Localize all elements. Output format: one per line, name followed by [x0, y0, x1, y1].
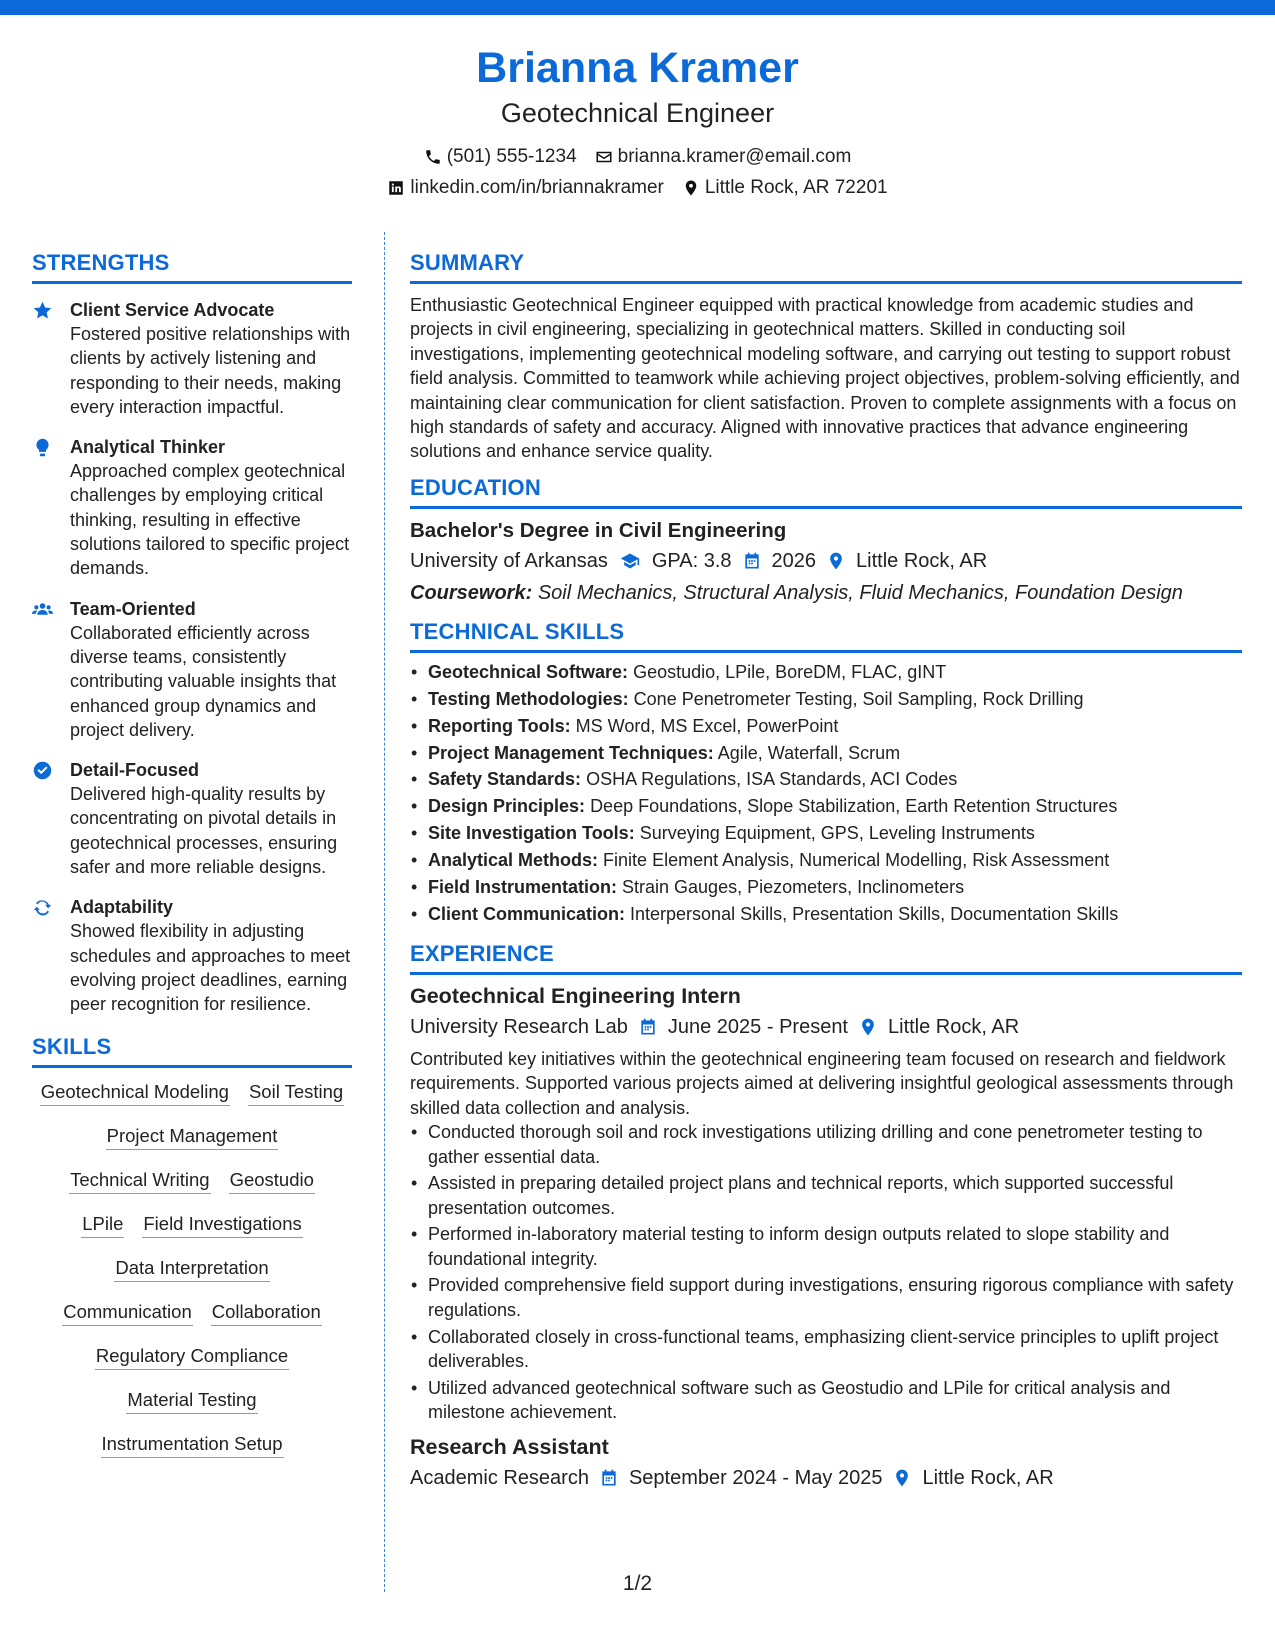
- linkedin-icon: [387, 179, 405, 197]
- strength-desc: Showed flexibility in adjusting schedules and approaches to meet evolving project deadlines, earning peer recognition for resilience.: [70, 921, 351, 1015]
- technical-skills-heading: TECHNICAL SKILLS: [410, 618, 1242, 653]
- skill-tag: Geostudio: [229, 1168, 315, 1194]
- refresh-icon: [32, 897, 53, 918]
- list-item: • Analytical Methods: Finite Element Analysis, Numerical Modelling, Risk Assessment: [410, 847, 1242, 874]
- job-entry: [410, 1432, 1242, 1493]
- education-entry: [410, 517, 1242, 608]
- job-meta: [410, 1463, 1242, 1493]
- gpa: GPA: 3.8: [651, 549, 732, 572]
- list-item: • Project Management Techniques: Agile, Waterfall, Scrum: [410, 740, 1242, 767]
- list-item: • Utilized advanced geotechnical software such as Geostudio and LPile for critical analysis and milestone achievement.: [410, 1376, 1242, 1425]
- linkedin-contact[interactable]: [387, 176, 663, 200]
- skill-tag: LPile: [81, 1212, 124, 1238]
- list-item: • Geotechnical Software: Geostudio, LPile, BoreDM, FLAC, gINT: [410, 659, 1242, 686]
- contact-row-2: [0, 176, 1275, 200]
- job-bullets: [410, 1120, 1242, 1424]
- job-title: Geotechnical Engineer: [500, 98, 775, 128]
- coursework-list: Soil Mechanics, Structural Analysis, Fluid Mechanics, Foundation Design: [537, 581, 1183, 604]
- list-item: • Provided comprehensive field support during investigations, ensuring rigorous compliance with safety regulations.: [410, 1273, 1242, 1322]
- education-meta: [410, 546, 1242, 576]
- list-item: • Assisted in preparing detailed project plans and technical reports, which supported successful presentation outcomes.: [410, 1171, 1242, 1220]
- left-column: [32, 249, 352, 1476]
- school-location: Little Rock, AR: [856, 549, 988, 572]
- location-text: Little Rock, AR 72201: [704, 177, 888, 198]
- job-org: University Research Lab: [410, 1015, 628, 1038]
- job-entry: [410, 981, 1242, 1425]
- column-divider: [384, 232, 385, 1592]
- calendar-icon: [742, 551, 762, 571]
- linkedin-text: linkedin.com/in/briannakramer: [410, 177, 664, 198]
- degree-title: Bachelor's Degree in Civil Engineering: [410, 518, 787, 542]
- graduation-cap-icon: [618, 551, 642, 571]
- technical-skills-list: [410, 659, 1242, 928]
- skill-tag: Material Testing: [126, 1388, 257, 1414]
- strength-item: [32, 597, 352, 742]
- location-contact: [682, 176, 888, 200]
- job-org: Academic Research: [410, 1467, 589, 1490]
- list-item: • Design Principles: Deep Foundations, Slope Stabilization, Earth Retention Structures: [410, 793, 1242, 820]
- strength-desc: Delivered high-quality results by concentrating on pivotal details in geotechnical processes, ensuring safer and more reliable designs.: [70, 784, 338, 878]
- skill-tag: Data Interpretation: [114, 1256, 269, 1282]
- job-position: Geotechnical Engineering Intern: [410, 983, 741, 1008]
- map-pin-icon: [892, 1468, 912, 1488]
- top-accent-bar: [0, 0, 1275, 15]
- education-heading: EDUCATION: [410, 474, 1242, 509]
- strength-item: [32, 298, 352, 419]
- list-item: • Testing Methodologies: Cone Penetrometer Testing, Soil Sampling, Rock Drilling: [410, 686, 1242, 713]
- skill-tag: Communication: [62, 1300, 193, 1326]
- job-location: Little Rock, AR: [888, 1015, 1020, 1038]
- job-description: Contributed key initiatives within the geotechnical engineering team focused on research and fieldwork requirements. Supported various projects aimed at delivering insightful geological assessments through skilled data collection and analysis.: [410, 1048, 1234, 1118]
- list-item: • Site Investigation Tools: Surveying Equipment, GPS, Leveling Instruments: [410, 820, 1242, 847]
- job-dates: September 2024 - May 2025: [628, 1467, 883, 1490]
- strength-title: Analytical Thinker: [70, 437, 226, 458]
- star-icon: [32, 300, 53, 321]
- phone-contact[interactable]: [424, 145, 577, 169]
- list-item: • Client Communication: Interpersonal Skills, Presentation Skills, Documentation Skills: [410, 901, 1242, 928]
- skills-heading: SKILLS: [32, 1033, 352, 1068]
- coursework: [410, 578, 1242, 608]
- strength-item: [32, 895, 352, 1016]
- envelope-icon: [595, 148, 613, 166]
- calendar-icon: [638, 1017, 658, 1037]
- graduation-year: 2026: [771, 549, 817, 572]
- skill-tag: Field Investigations: [142, 1212, 302, 1238]
- map-pin-icon: [682, 179, 700, 197]
- coursework-label: Coursework:: [410, 581, 533, 604]
- candidate-name: Brianna Kramer: [476, 44, 799, 92]
- page-number: 1/2: [622, 1572, 653, 1595]
- list-item: • Field Instrumentation: Strain Gauges, Piezometers, Inclinometers: [410, 874, 1242, 901]
- list-item: • Conducted thorough soil and rock investigations utilizing drilling and cone penetrometer testing to gather essential data.: [410, 1120, 1242, 1169]
- job-location: Little Rock, AR: [922, 1467, 1054, 1490]
- skills-list: [32, 1080, 352, 1476]
- email-text: brianna.kramer@email.com: [617, 146, 852, 167]
- phone-icon: [424, 148, 442, 166]
- skill-tag: Instrumentation Setup: [101, 1432, 284, 1458]
- resume-header: [0, 42, 1275, 200]
- list-item: • Safety Standards: OSHA Regulations, ISA Standards, ACI Codes: [410, 766, 1242, 793]
- experience-heading: EXPERIENCE: [410, 940, 1242, 975]
- skill-tag: Geotechnical Modeling: [40, 1080, 230, 1106]
- strength-title: Client Service Advocate: [70, 300, 275, 320]
- skill-tag: Regulatory Compliance: [95, 1344, 289, 1370]
- calendar-icon: [599, 1468, 619, 1488]
- list-item: • Performed in-laboratory material testing to inform design outputs related to slope stability and foundational integrity.: [410, 1222, 1242, 1271]
- email-contact[interactable]: [595, 145, 852, 169]
- lightbulb-icon: [32, 437, 53, 458]
- skill-tag: Soil Testing: [248, 1080, 344, 1106]
- job-dates: June 2025 - Present: [667, 1015, 848, 1038]
- users-icon: [32, 599, 53, 620]
- list-item: • Reporting Tools: MS Word, MS Excel, PowerPoint: [410, 713, 1242, 740]
- school-name: University of Arkansas: [410, 549, 608, 572]
- summary-text: Enthusiastic Geotechnical Engineer equipped with practical knowledge from academic studies and projects in civil engineering, specializing in geotechnical matters. Skilled in conducting soil investigations, implementing geotechnical modeling software, and carrying out testing to support robust field analysis. Committed to teamwork while achieving project objectives, problem-solving efficiently, and maintaining clear communication for client satisfaction. Proven to complete assignments with a focus on high standards of safety and accuracy. Aligned with innovative practices that advance engineering solutions and enhance service quality.: [410, 295, 1240, 462]
- strength-title: Adaptability: [70, 897, 174, 918]
- strength-desc: Collaborated efficiently across diverse teams, consistently contributing valuable insights that enhanced group dynamics and project delivery.: [70, 622, 337, 740]
- strengths-list: [32, 298, 352, 1017]
- job-meta: [410, 1012, 1242, 1042]
- list-item: • Collaborated closely in cross-functional teams, emphasizing client-service principles to uplift project deliverables.: [410, 1325, 1242, 1374]
- strength-title: Detail-Focused: [70, 760, 200, 781]
- contact-row-1: [0, 145, 1275, 169]
- job-position: Research Assistant: [410, 1435, 609, 1460]
- skill-tag: Technical Writing: [69, 1168, 211, 1194]
- right-column: [410, 249, 1242, 1493]
- strength-item: [32, 758, 352, 879]
- strength-desc: Fostered positive relationships with clients by actively listening and responding to their needs, making every interaction impactful.: [70, 324, 351, 417]
- skill-tag: Collaboration: [211, 1300, 322, 1326]
- strength-item: [32, 435, 352, 580]
- skill-tag: Project Management: [106, 1124, 279, 1150]
- summary-heading: SUMMARY: [410, 249, 1242, 284]
- map-pin-icon: [826, 551, 846, 571]
- check-circle-icon: [32, 760, 53, 781]
- strength-desc: Approached complex geotechnical challenges by employing critical thinking, resulting in effective solutions tailored to specific project demands.: [70, 461, 350, 579]
- phone-text: (501) 555-1234: [446, 146, 577, 167]
- map-pin-icon: [858, 1017, 878, 1037]
- strengths-heading: STRENGTHS: [32, 249, 352, 284]
- strength-title: Team-Oriented: [70, 598, 196, 619]
